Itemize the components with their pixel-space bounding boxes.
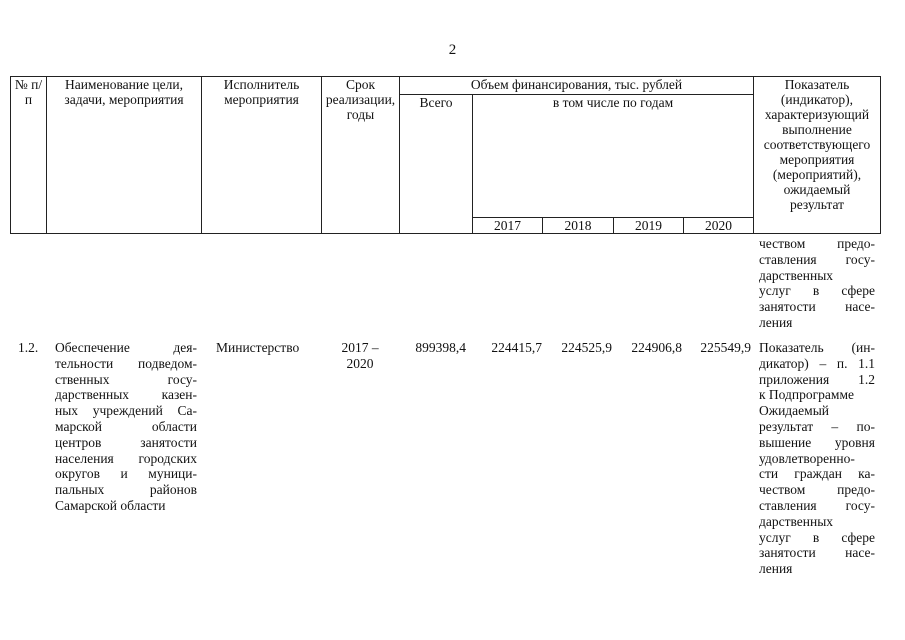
row-indicator-line: результат – по- [759,418,875,434]
row-indicator-line: Ожидаемый [759,403,829,419]
row-name [55,340,197,514]
continuation-line: занятости насе- [759,299,875,315]
page-number: 2 [448,42,457,58]
row-name-line: тельности подведом- [55,355,197,371]
header-year-2017: 2017 [473,218,543,234]
row-indicator-line: приложения 1.2 [759,371,875,387]
header-term: Срок реализации, годы [322,77,400,234]
row-indicator [759,340,875,577]
row-2019: 224906,8 [631,340,682,355]
row-indicator-line: к Подпрограмме [759,387,854,403]
row-num: 1.2. [18,340,39,355]
row-term [332,340,388,372]
row-name-line: Самарской области [55,497,166,513]
row-name-line: ственных госу- [55,371,197,387]
row-name-line: центров занятости [55,434,197,450]
continuation-line: ления [759,314,793,330]
continuation-line: чеством предо- [759,236,875,251]
continuation-line: ставления госу- [759,251,875,267]
table-header [10,76,881,234]
row-indicator-line: удовлетворенно- [759,450,855,466]
header-executor: Исполнитель мероприятия [202,77,322,234]
row-indicator-line: дарственных [759,513,834,529]
row-term-end: 2020 [346,355,374,371]
row-indicator-line: услуг в сфере [759,529,875,545]
row-name-line: ных учреждений Са- [55,403,197,419]
row-indicator-line: дикатор) – п. 1.1 [759,355,875,371]
header-total: Всего [400,95,473,234]
row-name-line: марской области [55,418,197,434]
row-indicator-line: ставления госу- [759,497,875,513]
continuation-indicator [759,236,875,331]
header-years: в том числе по годам [473,95,754,218]
row-2017: 224415,7 [491,340,542,355]
row-indicator-line: Показатель (ин- [759,340,875,355]
row-indicator-line: ления [759,561,793,577]
row-2020: 225549,9 [700,340,751,355]
header-year-2018: 2018 [543,218,614,234]
header-num: № п/п [11,77,47,234]
header-name: Наименование цели, задачи, мероприятия [47,77,202,234]
continuation-line: услуг в сфере [759,283,875,299]
row-name-line: дарственных казен- [55,387,197,403]
continuation-line: дарственных [759,267,834,283]
header-year-2020: 2020 [684,218,754,234]
row-name-line: округов и муници- [55,466,197,482]
row-name-line: пальных районов [55,482,197,498]
header-financing: Объем финансирования, тыс. рублей [400,77,754,95]
row-indicator-line: сти граждан ка- [759,466,875,482]
row-indicator-line: чеством предо- [759,482,875,498]
row-2018: 224525,9 [561,340,612,355]
row-indicator-line: занятости насе- [759,545,875,561]
row-term-start: 2017 – [341,340,379,355]
row-indicator-line: вышение уровня [759,434,875,450]
row-name-line: Обеспечение дея- [55,340,197,355]
header-indicator: Показатель (индикатор), характеризующий выполнение соответствующего мероприятия (мероприятий), ожидаемый результат [754,77,881,234]
row-total: 899398,4 [415,340,466,355]
row-executor: Министерство [216,340,300,355]
header-year-2019: 2019 [614,218,684,234]
row-name-line: населения городских [55,450,197,466]
